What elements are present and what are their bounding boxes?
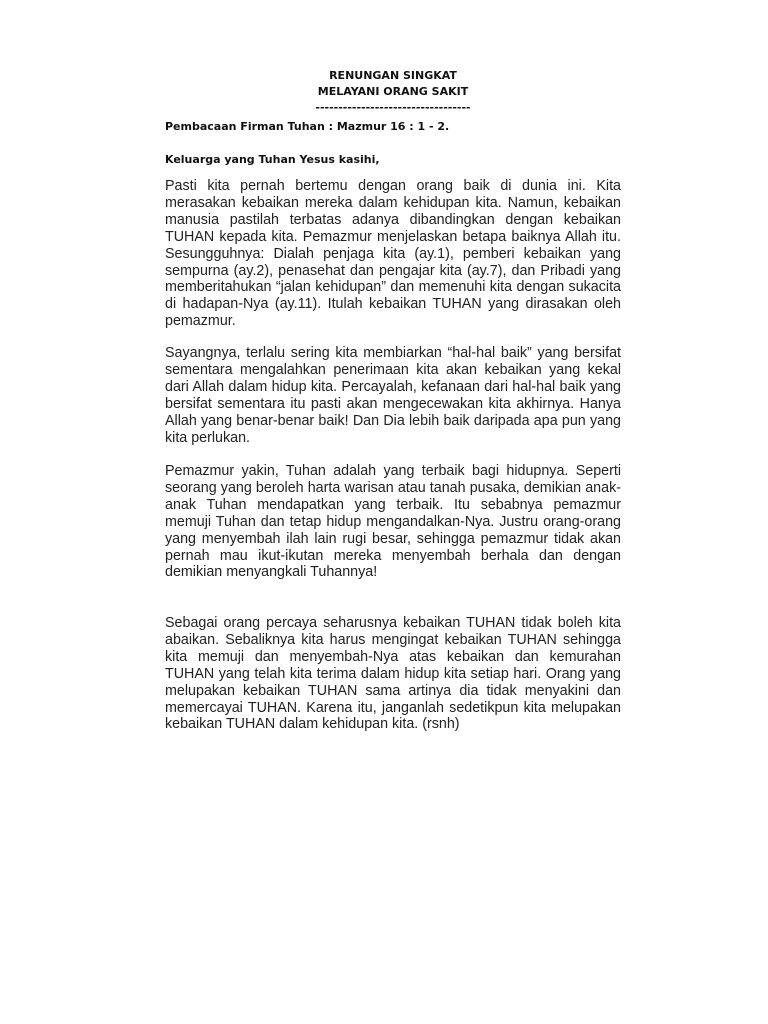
paragraph-text: Sebagai orang percaya seharusnya kebaikan TUHAN tidak boleh kita abaikan. Sebaliknya kita harus mengingat kebaikan TUHAN sehingga kita memuji dan menyembah-Nya atas kebaikan dan kemurahan TUHAN yang telah kita terima dalam hidup kita setiap hari. Orang yang melupakan kebaikan TUHAN sama artinya dia tidak menyakini dan memercayai TUHAN. Karena itu, janganlah sedetikpun kita melupakan kebaikan TUHAN dalam kehidupan kita. (rsnh) <box>165 615 621 733</box>
paragraph-3 <box>165 463 621 581</box>
paragraph-text: Pasti kita pernah bertemu dengan orang baik di dunia ini. Kita merasakan kebaikan mereka dalam kehidupan kita. Namun, kebaikan manusia pastilah terbatas adanya dibandingkan dengan kebaikan TUHAN kepada kita. Pemazmur menjelaskan betapa baiknya Allah itu. Sesungguhnya: Dialah penjaga kita (ay.1), pemberi kebaikan yang sempurna (ay.2), penasehat dan pengajar kita (ay.7), dan Pribadi yang memberitahukan “jalan kehidupan” dan memenuhi kita dengan sukacita di hadapan-Nya (ay.11). Itulah kebaikan TUHAN yang dirasakan oleh pemazmur. <box>165 178 621 330</box>
title-separator: ---------------------------------- <box>315 101 471 114</box>
document-title: RENUNGAN SINGKAT <box>329 69 457 82</box>
scripture-reading: Pembacaan Firman Tuhan : Mazmur 16 : 1 - 2. <box>165 120 450 133</box>
paragraph-1 <box>165 178 621 330</box>
paragraph-4 <box>165 615 621 733</box>
greeting: Keluarga yang Tuhan Yesus kasihi, <box>165 153 380 166</box>
document-subtitle: MELAYANI ORANG SAKIT <box>317 85 469 98</box>
paragraph-2 <box>165 345 621 446</box>
title-block <box>0 68 768 116</box>
paragraph-text: Pemazmur yakin, Tuhan adalah yang terbaik bagi hidupnya. Seperti seorang yang beroleh harta warisan atau tanah pusaka, demikian anak-anak Tuhan mendapatkan yang terbaik. Itu sebabnya pemazmur memuji Tuhan dan tetap hidup mengandalkan-Nya. Justru orang-orang yang menyembah ilah lain rugi besar, sehingga pemazmur tidak akan pernah mau ikut-ikutan mereka menyembah berhala dan dengan demikian menyangkali Tuhannya! <box>165 463 621 581</box>
paragraph-text: Sayangnya, terlalu sering kita membiarkan “hal-hal baik” yang bersifat sementara mengalahkan penerimaan kita akan kebaikan yang kekal dari Allah dalam hidup kita. Percayalah, kefanaan dari hal-hal baik yang bersifat sementara itu pasti akan mengecewakan kita akhirnya. Hanya Allah yang benar-benar baik! Dan Dia lebih baik daripada apa pun yang kita perlukan. <box>165 345 621 446</box>
